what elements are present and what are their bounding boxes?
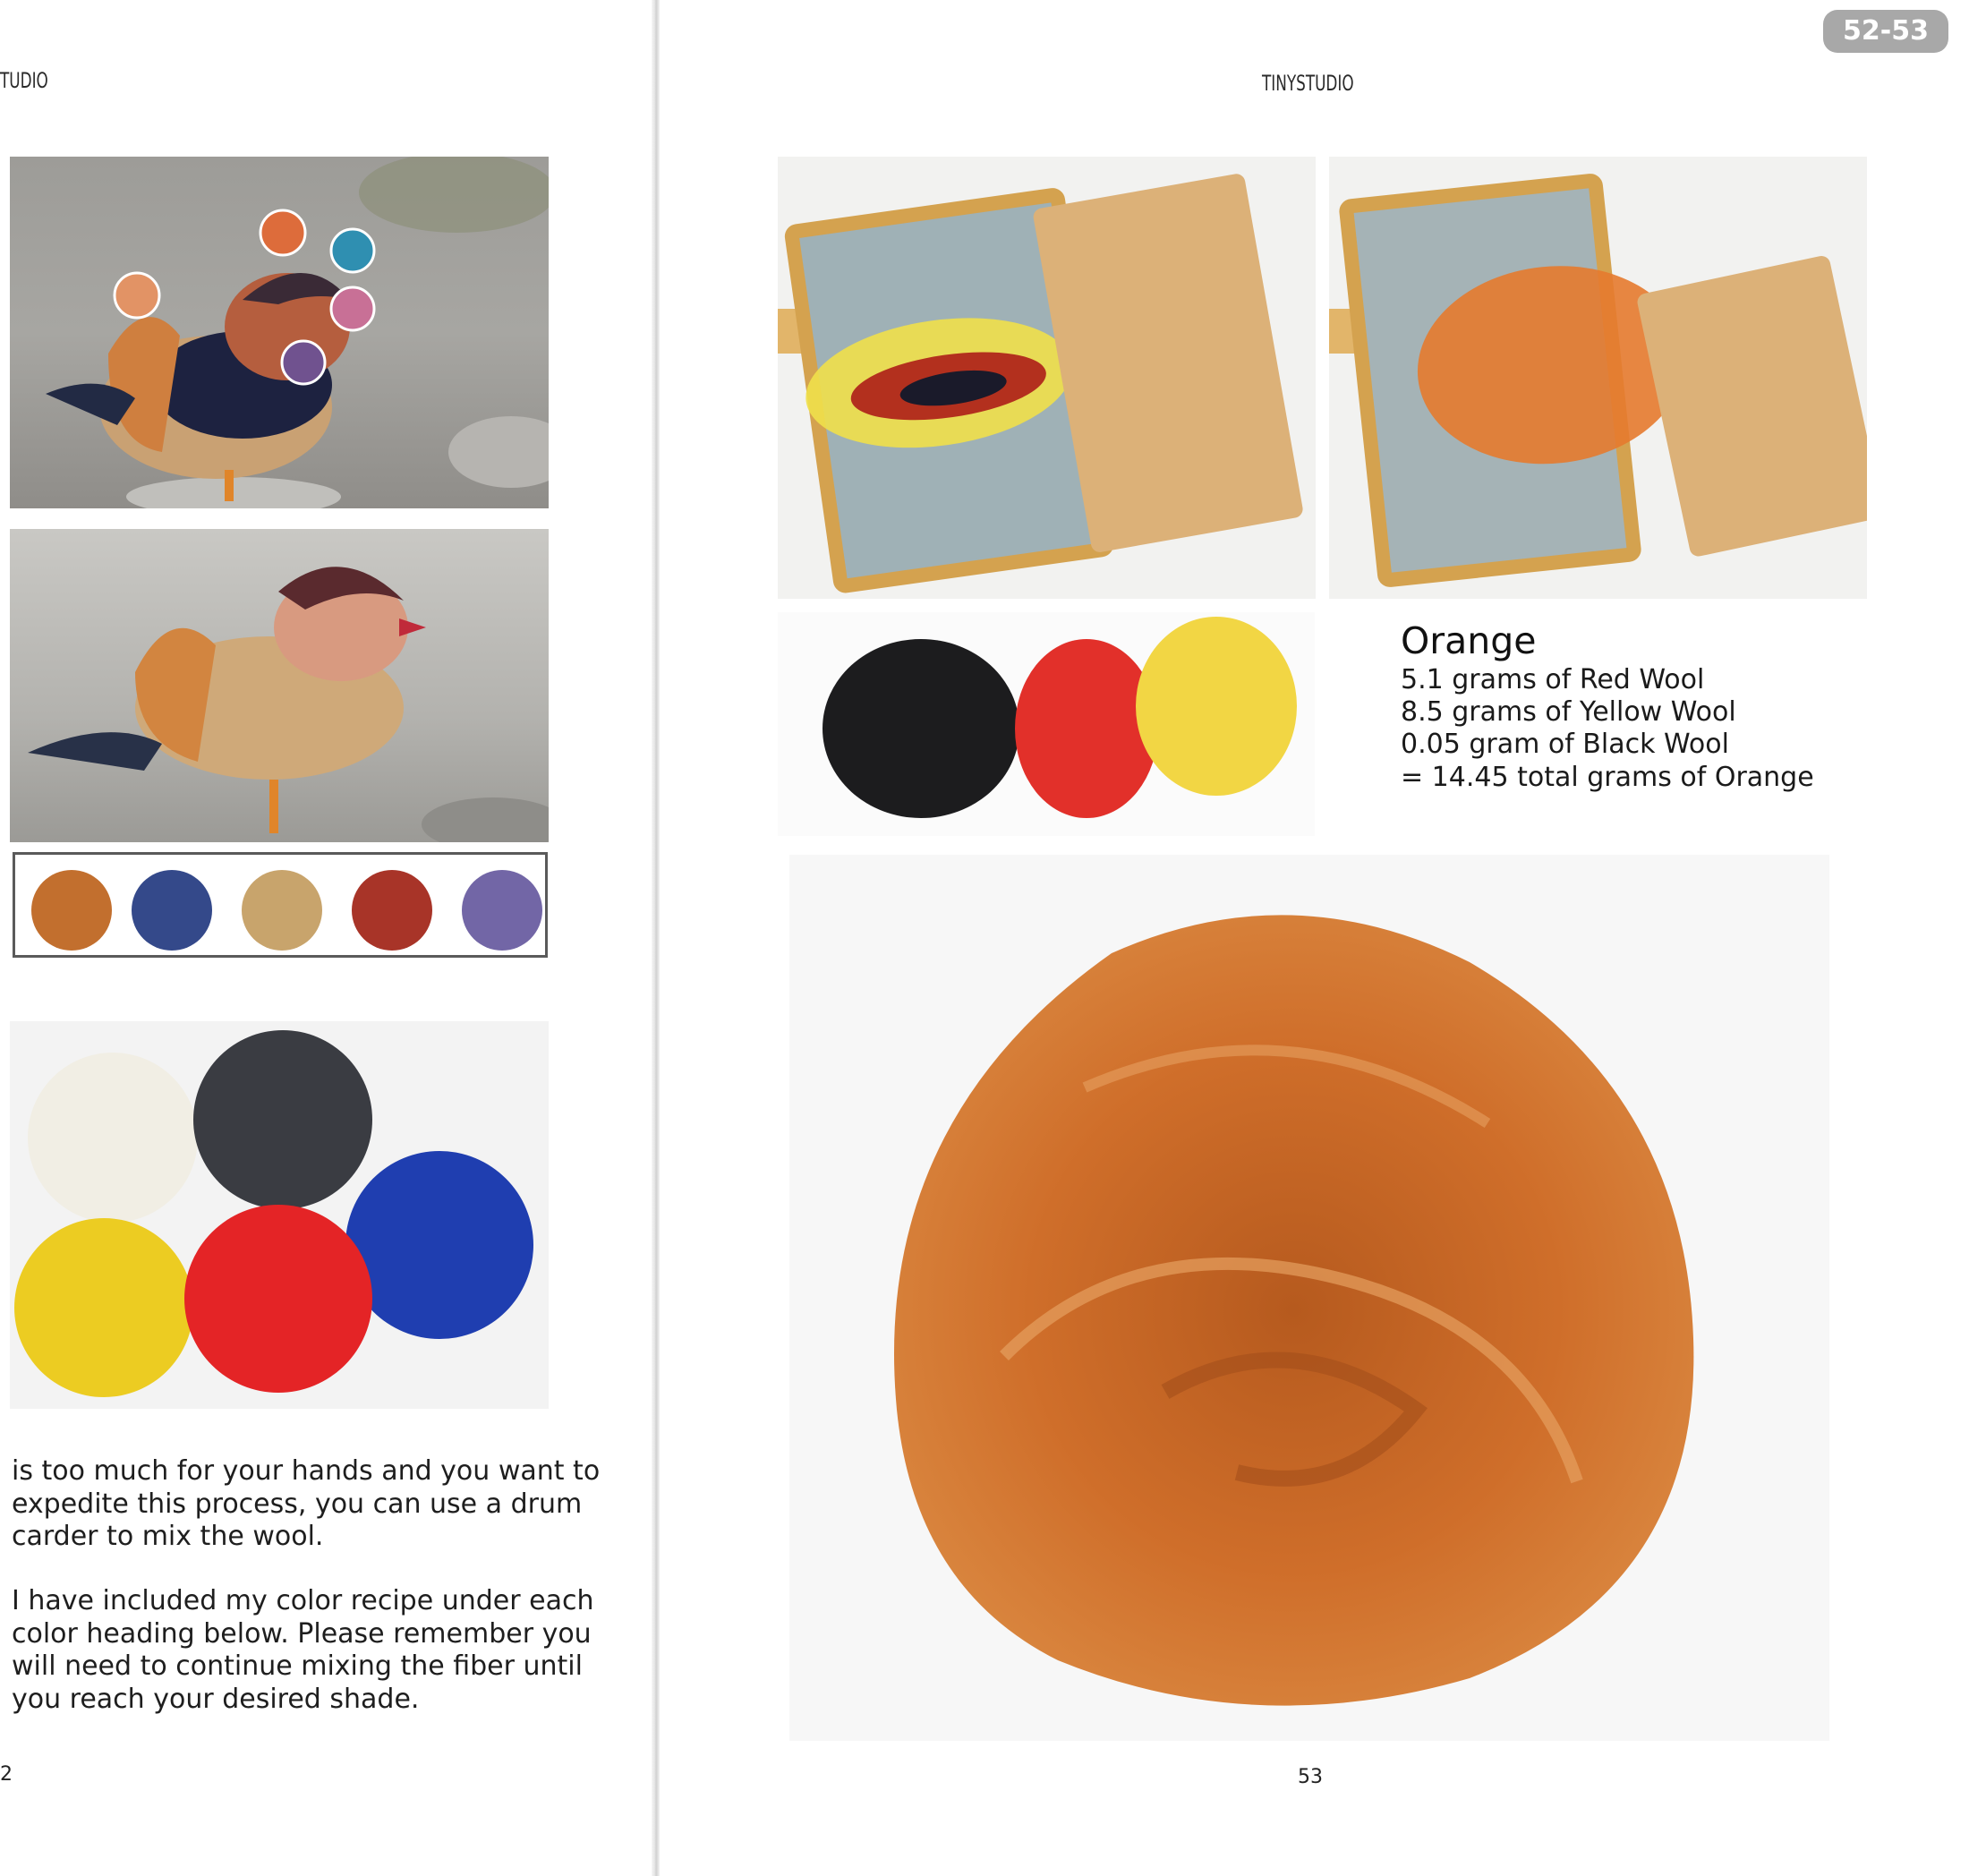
orange-wool-roving-photo bbox=[789, 855, 1829, 1741]
hand-carders-blended-photo bbox=[1329, 157, 1867, 599]
duck-illustration bbox=[10, 157, 549, 508]
page-number-left: 2 bbox=[0, 1763, 13, 1786]
black-red-yellow-wool-photo bbox=[778, 612, 1315, 836]
text-line: expedite this process, you can use a drum bbox=[12, 1488, 583, 1520]
right-page bbox=[660, 0, 1969, 1876]
text-line: color heading below. Please remember you bbox=[12, 1617, 592, 1650]
left-page bbox=[0, 0, 652, 1876]
carders-illustration-1 bbox=[778, 157, 1316, 599]
paragraph-2 bbox=[12, 1585, 593, 1716]
wool-roving-bundles-photo bbox=[10, 1021, 549, 1409]
swatch-purple bbox=[462, 870, 542, 951]
recipe-line-red: 5.1 grams of Red Wool bbox=[1401, 664, 1705, 695]
running-header-right: TINYSTUDIO bbox=[1262, 71, 1354, 96]
paragraph-1 bbox=[12, 1455, 600, 1554]
recipe-line-yellow: 8.5 grams of Yellow Wool bbox=[1401, 696, 1736, 728]
text-line: is too much for your hands and you want to bbox=[12, 1455, 601, 1487]
page-number-right: 53 bbox=[1298, 1766, 1323, 1788]
running-header-left: TUDIO bbox=[0, 68, 48, 93]
swatch-blue bbox=[132, 870, 212, 951]
hand-carders-mixing-photo bbox=[778, 157, 1316, 599]
text-line: will need to continue mixing the fiber until bbox=[12, 1650, 583, 1682]
text-line: carder to mix the wool. bbox=[12, 1521, 324, 1552]
recipe-line-black: 0.05 gram of Black Wool bbox=[1401, 729, 1729, 760]
recipe-title: Orange bbox=[1401, 619, 1537, 662]
color-palette bbox=[13, 852, 548, 958]
wool-balls-illustration bbox=[778, 612, 1315, 836]
swatch-tan bbox=[242, 870, 322, 951]
mandarin-duck-photo bbox=[10, 529, 549, 842]
text-line: I have included my color recipe under each bbox=[12, 1585, 594, 1616]
swatch-orange bbox=[31, 870, 112, 951]
book-spine bbox=[652, 0, 660, 1876]
recipe-line-total: = 14.45 total grams of Orange bbox=[1401, 762, 1814, 793]
mandarin-duck-photo-with-pickers bbox=[10, 157, 549, 508]
wool-bundles-illustration bbox=[10, 1021, 549, 1409]
carders-illustration-2 bbox=[1329, 157, 1867, 599]
orange-wool-illustration bbox=[789, 855, 1829, 1741]
page-range-badge: 52-53 bbox=[1823, 10, 1948, 53]
text-line: you reach your desired shade. bbox=[12, 1683, 420, 1715]
swatch-red bbox=[352, 870, 432, 951]
duck-illustration-2 bbox=[10, 529, 549, 842]
